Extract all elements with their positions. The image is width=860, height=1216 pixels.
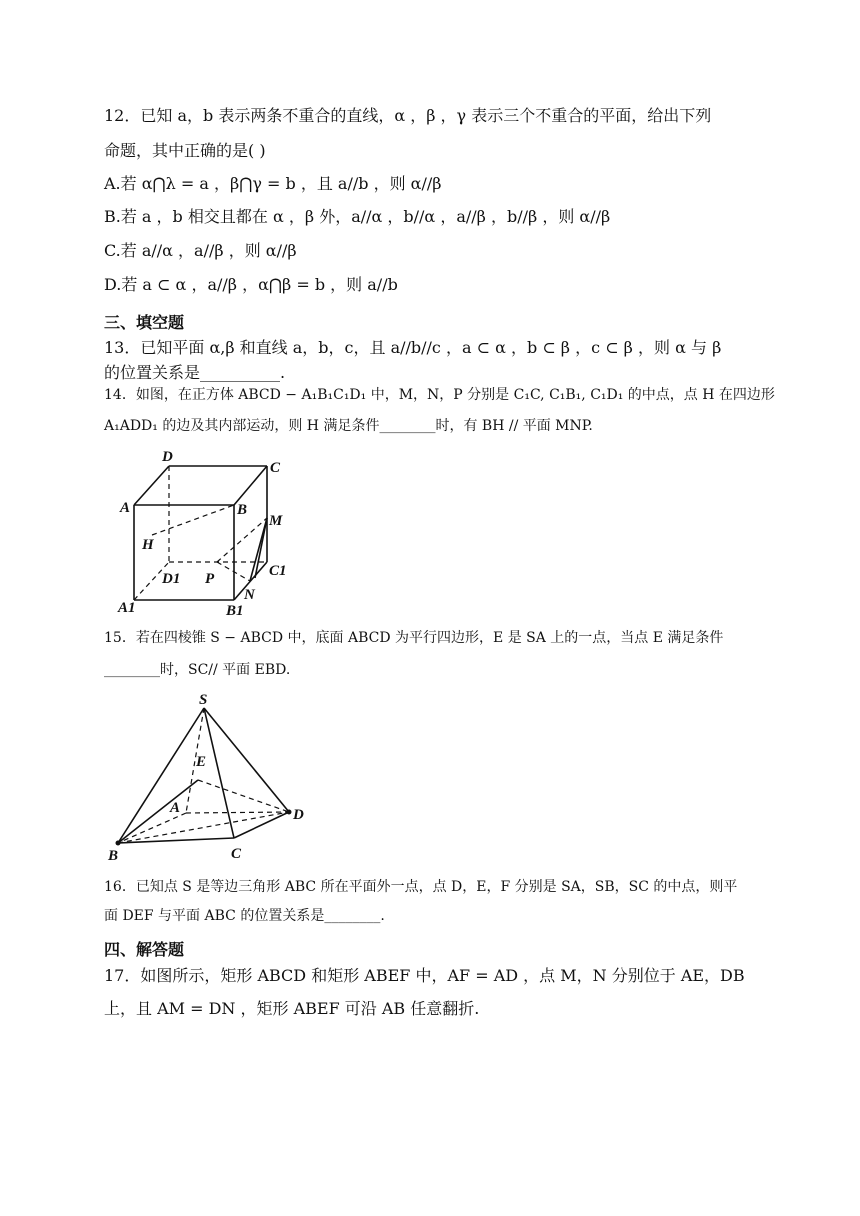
section-heading-fill-blank: 三、填空题 xyxy=(104,313,185,332)
q12-line2: 命题，其中正确的是( ) xyxy=(104,141,266,160)
cube-label-a1: A1 xyxy=(118,600,136,616)
q16-line2: 面 DEF 与平面 ABC 的位置关系是________. xyxy=(104,908,385,924)
cube-label-c1: C1 xyxy=(269,563,287,579)
pyramid-figure xyxy=(104,688,324,866)
q12-line1: 12．已知 a，b 表示两条不重合的直线，α ，β ，γ 表示三个不重合的平面，给出下列 xyxy=(104,106,712,125)
q12-option-d: D.若 a ⊂ α ，a//β ，α⋂β = b ，则 a//b xyxy=(104,275,398,294)
q15-line2: ________时，SC// 平面 EBD. xyxy=(104,662,291,678)
pyramid-label-s: S xyxy=(199,692,208,708)
cube-label-d1: D1 xyxy=(162,571,181,587)
pyramid-label-b: B xyxy=(108,848,119,864)
cube-label-n: N xyxy=(244,587,255,603)
cube-label-m: M xyxy=(269,513,283,529)
q14-line2: A₁ADD₁ 的边及其内部运动，则 H 满足条件________时，有 BH // 平面 MNP. xyxy=(104,418,593,434)
q12-option-c: C.若 a//α ，a//β ，则 α//β xyxy=(104,241,297,260)
pyramid-label-d: D xyxy=(293,807,304,823)
q17-line2: 上，且 AM = DN ，矩形 ABEF 可沿 AB 任意翻折. xyxy=(104,999,480,1018)
q16-line1: 16．已知点 S 是等边三角形 ABC 所在平面外一点，点 D，E，F 分别是 SA，SB，SC 的中点，则平 xyxy=(104,879,738,895)
cube-label-p: P xyxy=(205,571,215,587)
cube-label-a: A xyxy=(120,500,131,516)
cube-label-d: D xyxy=(162,449,173,465)
pyramid-label-a: A xyxy=(170,800,181,816)
cube-label-h: H xyxy=(142,537,154,553)
section-heading-answer: 四、解答题 xyxy=(104,940,185,959)
q17-line1: 17．如图所示，矩形 ABCD 和矩形 ABEF 中，AF = AD ，点 M，N 分别位于 AE，DB xyxy=(104,966,745,985)
q12-option-a: A.若 α⋂λ = a ，β⋂γ = b ，且 a//b ，则 α//β xyxy=(104,174,442,193)
cube-label-c: C xyxy=(270,460,281,476)
q12-option-b: B.若 a ，b 相交且都在 α ，β 外，a//α ，b//α ，a//β ，b//β ，则 α//β xyxy=(104,207,611,226)
q13-line1: 13．已知平面 α,β 和直线 a，b，c，且 a//b//c ，a ⊂ α ，b ⊂ β ，c ⊂ β ，则 α 与 β xyxy=(104,338,722,357)
q13-line2: 的位置关系是__________. xyxy=(104,363,286,382)
q15-line1: 15．若在四棱锥 S − ABCD 中，底面 ABCD 为平行四边形，E 是 SA 上的一点，当点 E 满足条件 xyxy=(104,630,724,646)
cube-figure xyxy=(112,448,302,618)
cube-label-b1: B1 xyxy=(226,603,244,618)
q14-line1: 14．如图，在正方体 ABCD − A₁B₁C₁D₁ 中，M，N，P 分别是 C₁C, C₁B₁, C₁D₁ 的中点，点 H 在四边形 xyxy=(104,387,775,403)
pyramid-label-c: C xyxy=(231,846,242,862)
pyramid-label-e: E xyxy=(196,754,207,770)
cube-label-b: B xyxy=(237,502,248,518)
